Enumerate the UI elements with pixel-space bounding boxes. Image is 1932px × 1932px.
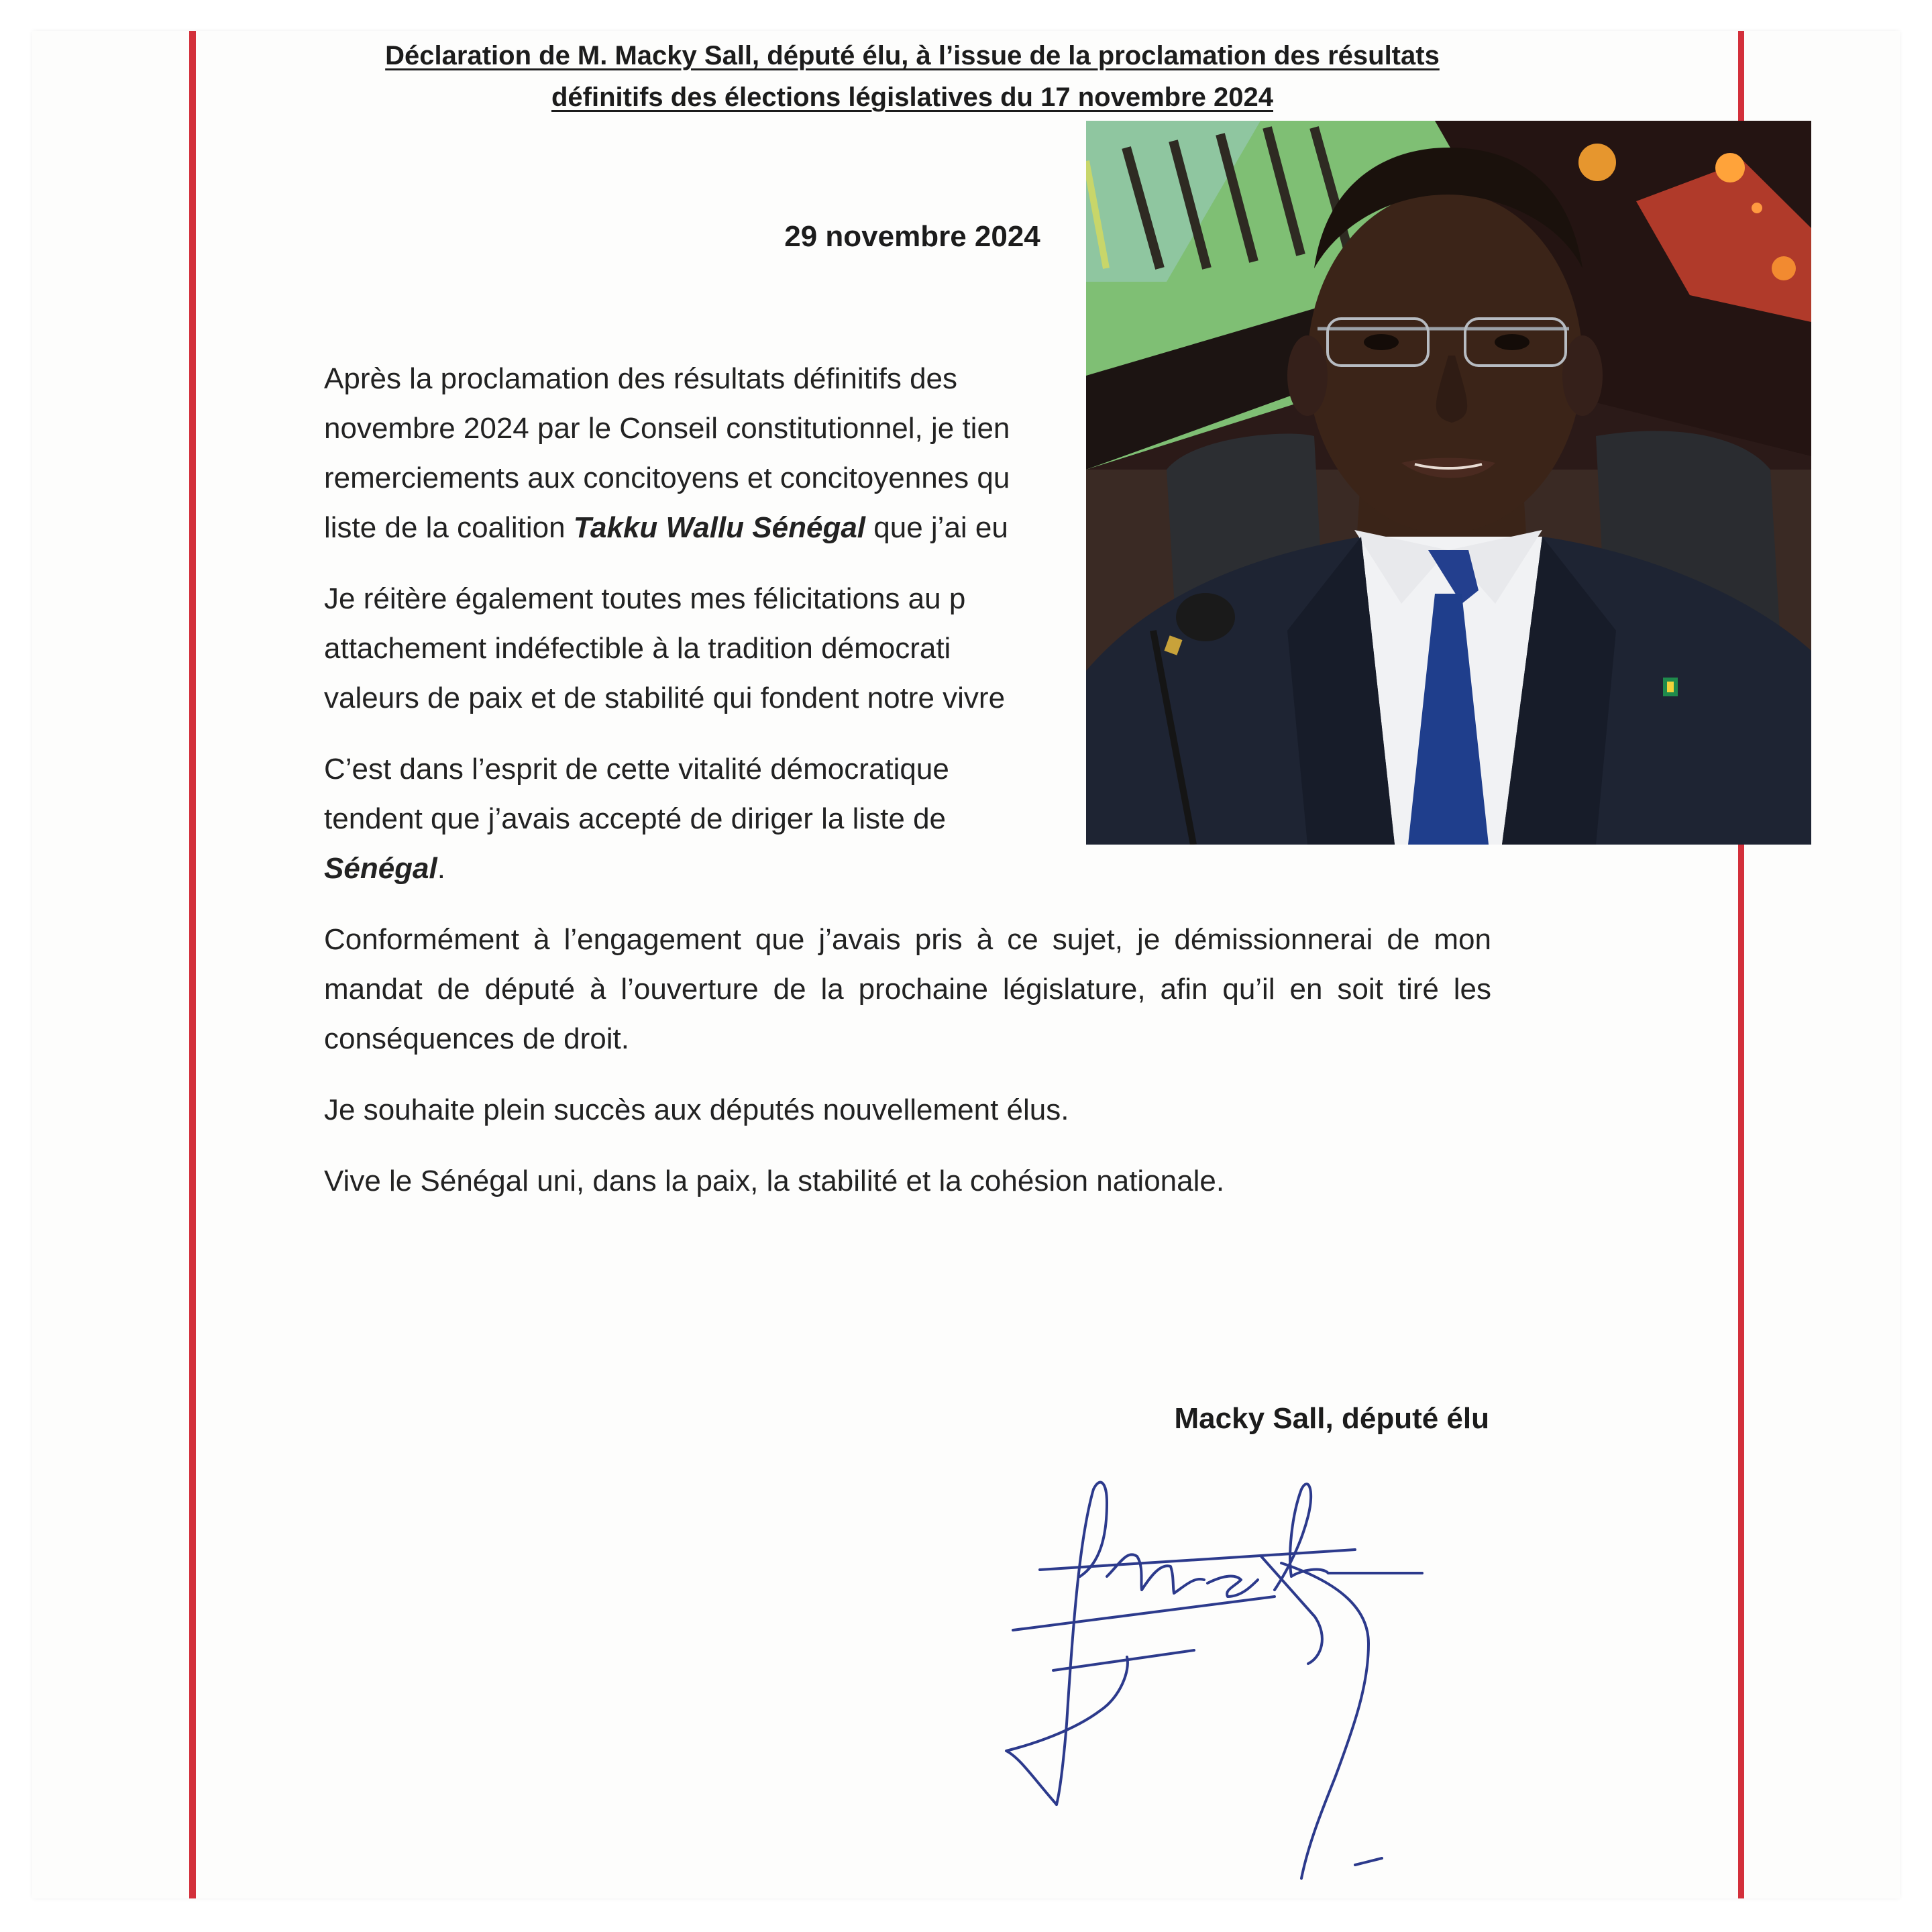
p3-line-b: tendent que j’avais accepté de diriger la liste de [324, 802, 947, 835]
portrait-photo [1086, 121, 1811, 845]
document-heading [268, 35, 1556, 118]
left-margin-line [189, 31, 196, 1898]
portrait-illustration [1086, 121, 1811, 845]
paragraph-5: Je souhaite plein succès aux députés nouvellement élus. [324, 1093, 1069, 1126]
signatory-name: Macky Sall, député élu [1174, 1402, 1489, 1435]
p2-line-a: Je réitère également toutes mes félicitations au p [324, 582, 966, 615]
p1-line-d-pre: liste de la coalition [324, 511, 574, 544]
paragraph-4: Conformément à l’engagement que j’avais pris à ce sujet, je démissionnerai de mon mandat de député à l’ouverture de la prochaine législature, afin qu’il en soit tiré les conséquences de droit. [324, 923, 1491, 1055]
coalition-name: Takku Wallu Sénégal [573, 511, 866, 544]
p3-line-a: C’est dans l’esprit de cette vitalité démocratique [324, 753, 949, 786]
handwritten-signature [993, 1442, 1570, 1898]
p1-line-a: Après la proclamation des résultats définitifs des [324, 362, 958, 395]
p1-line-d-post: que j’ai eu [865, 511, 1008, 544]
p3-line-c-post: . [437, 852, 445, 885]
document-date: 29 novembre 2024 [784, 220, 1040, 253]
heading-line-2: définitifs des élections législatives du 17 novembre 2024 [551, 83, 1273, 112]
p1-line-c: remerciements aux concitoyens et concitoyennes qu [324, 462, 1010, 494]
p2-line-c: valeurs de paix et de stabilité qui fondent notre vivre [324, 682, 1006, 714]
country-name: Sénégal [324, 852, 437, 885]
heading-line-1: Déclaration de M. Macky Sall, député élu, à l’issue de la proclamation des résultats [385, 41, 1440, 70]
paragraph-6: Vive le Sénégal uni, dans la paix, la stabilité et la cohésion nationale. [324, 1165, 1225, 1197]
p1-line-b: novembre 2024 par le Conseil constitutionnel, je tien [324, 412, 1010, 445]
p2-line-b: attachement indéfectible à la tradition démocrati [324, 632, 951, 665]
